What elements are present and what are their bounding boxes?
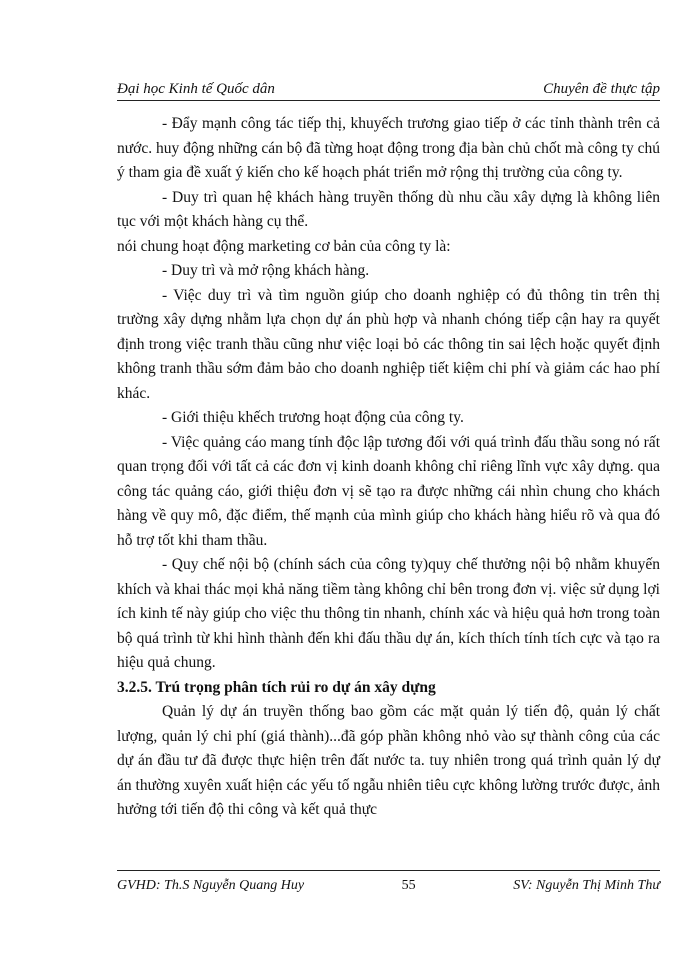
footer-advisor: GVHD: Th.S Nguyễn Quang Huy [117,878,305,893]
paragraph: nói chung hoạt động marketing cơ bản của công ty là: [117,237,451,255]
header-report-title: Chuyên đề thực tập [543,81,660,97]
page-header [117,76,660,101]
paragraph: - Giới thiệu khếch trương hoạt động của công ty. [162,409,464,426]
footer-student: SV: Nguyễn Thị Minh Thư [513,878,660,893]
paragraph: - Quy chế nội bộ (chính sách của công ty)quy chế thưởng nội bộ nhằm khuyến khích và khai thác mọi khả năng tiềm tàng không chỉ bên trong đơn vị. việc sử dụng lợi ích kinh tế này giúp cho việc thu thông tin nhanh, chính xác và hiệu quả hơn trong toàn bộ quá trình từ khi hình thành đến khi đấu thầu dự án, kích thích tính tích cực và tạo ra hiệu quả chung. [117,556,660,671]
paragraph: - Việc duy trì và tìm nguồn giúp cho doanh nghiệp có đủ thông tin trên thị trường xây dựng nhằm lựa chọn dự án phù hợp và nhanh chóng tiếp cận hay ra quyết định trong việc tranh thầu cũng như việc loại bỏ các thông tin sai lệch hoặc quyết định không tranh thầu sớm đảm bảo cho doanh nghiệp tiết kiệm chi phí và giảm các hao phí khác. [117,286,660,402]
paragraph: Quản lý dự án truyền thống bao gồm các mặt quản lý tiến độ, quản lý chất lượng, quản lý chi phí (giá thành)...đã góp phần không nhỏ vào sự thành công của các dự án đầu tư đã được thực hiện trên đất nước ta. tuy nhiên trong quá trình quản lý dự án thường xuyên xuất hiện các yếu tố ngẫu nhiên tiêu cực không lường trước được, ảnh hưởng tới tiến độ thi công và kết quả thực [117,703,660,818]
body-text [117,112,660,823]
paragraph: - Đẩy mạnh công tác tiếp thị, khuyếch trương giao tiếp ở các tỉnh thành trên cả nước. huy động những cán bộ đã từng hoạt động trong địa bàn chủ chốt mà công ty chú ý tham gia đề xuất ý kiến cho kế hoạch phát triển mở rộng thị trường của công ty. [117,115,660,181]
page-number: 55 [401,878,416,893]
section-heading: 3.2.5. Trú trọng phân tích rủi ro dự án xây dựng [117,678,436,696]
paragraph: - Duy trì và mở rộng khách hàng. [162,262,370,279]
header-university: Đại học Kinh tế Quốc dân [117,81,275,97]
page-footer [117,870,660,901]
paragraph: - Việc quảng cáo mang tính độc lập tương đối với quá trình đấu thầu song nó rất quan trọng đối với tất cả các đơn vị kinh doanh không chỉ riêng lĩnh vực xây dựng. qua công tác quảng cáo, giới thiệu đơn vị sẽ tạo ra được những cái nhìn chung cho khách hàng về quy mô, đặc điểm, thế mạnh của mình giúp cho khách hàng hiểu rõ và qua đó hỗ trợ tốt khi tham thầu. [117,433,660,549]
paragraph: - Duy trì quan hệ khách hàng truyền thống dù nhu cầu xây dựng là không liên tục với một khách hàng cụ thể. [117,188,660,230]
